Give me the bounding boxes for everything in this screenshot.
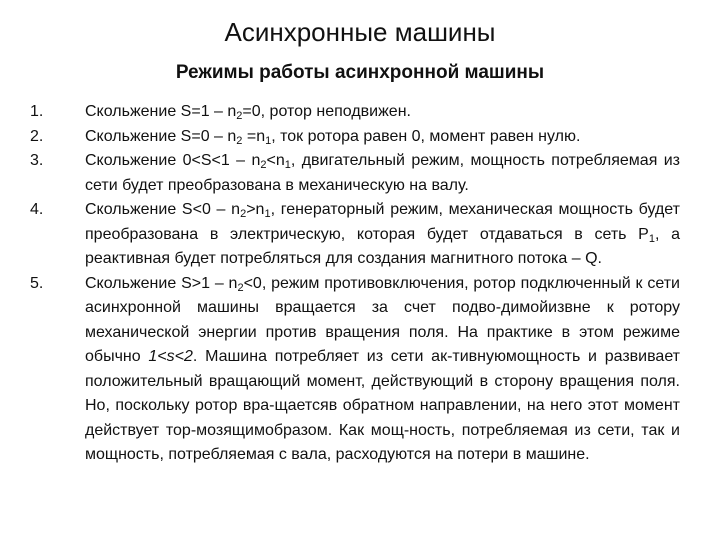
list-item-text — [85, 272, 680, 468]
subscript: 1 — [284, 159, 291, 171]
list-item — [30, 149, 680, 198]
text-run: , двигательный режим, мощность потребляемая из сети будет преобразована в механическую на валу. — [85, 152, 681, 194]
text-run: =0, ротор неподвижен. — [242, 103, 411, 120]
text-run: , генераторный режим, механическая мощность будет преобразована в электрическую, которая будет отдаваться в сеть P — [85, 201, 680, 243]
list-item — [30, 198, 680, 272]
list-item-number: 4. — [30, 201, 44, 218]
text-run: Скольжение S=0 – n — [85, 127, 237, 145]
subscript: 1 — [648, 232, 655, 245]
list-item — [30, 272, 680, 468]
list-item-text — [85, 149, 680, 198]
text-run: Скольжение S=1 – n — [85, 103, 237, 120]
list-item — [30, 100, 680, 125]
operating-modes-list — [30, 100, 680, 468]
list-item-text — [85, 198, 680, 272]
text-run: Скольжение S>1 – n — [85, 274, 238, 292]
subscript: 1 — [265, 134, 272, 147]
italic-text: 1<s<2 — [148, 348, 193, 365]
text-run: , а реактивная будет потребляться для создания магнитного потока – Q. — [85, 225, 681, 267]
text-run: , ток ротора равен 0, момент равен нулю. — [271, 127, 581, 145]
list-item-text — [85, 125, 680, 150]
list-item-number: 2. — [30, 127, 44, 145]
text-run: . Машина потребляет из сети ак-тивнуюмощность и развивает положительный вращающий момент, действующий в сторону вращения поля. Но, поскольку ротор вра-щаетсяв обратном направлении, на него этот момент действует тор-мозящимобразом. Как мощ-ность, потребляемая из сети, так и мощность, потребляемая с вала, расходуются на потери в машине. — [85, 348, 681, 463]
text-run: >n — [246, 201, 265, 218]
text-run: <n — [266, 152, 285, 169]
list-item-text — [85, 100, 680, 125]
text-run: <0, режим противовключения, ротор подключенный к сети асинхронной машины вращается за счет подво-димойизвне к ротору механической энергии против вращения поля. На практике в этом режиме обычно — [85, 274, 680, 365]
text-run: =n — [242, 127, 266, 145]
list-item-number: 5. — [30, 274, 44, 292]
subscript: 2 — [236, 110, 243, 122]
slide-title: Асинхронные машины — [224, 17, 496, 47]
text-run: Скольжение S<0 – n — [85, 201, 241, 218]
list-item-number: 1. — [30, 103, 44, 120]
subscript: 1 — [264, 208, 271, 220]
subscript: 2 — [240, 208, 247, 220]
slide-subtitle: Режимы работы асинхронной машины — [175, 62, 545, 83]
subscript: 2 — [260, 159, 267, 171]
list-item-number: 3. — [30, 152, 44, 169]
text-run: Скольжение 0<S<1 – n — [85, 152, 261, 169]
subscript: 2 — [237, 281, 244, 294]
subscript: 2 — [236, 134, 243, 147]
list-item — [30, 125, 680, 150]
